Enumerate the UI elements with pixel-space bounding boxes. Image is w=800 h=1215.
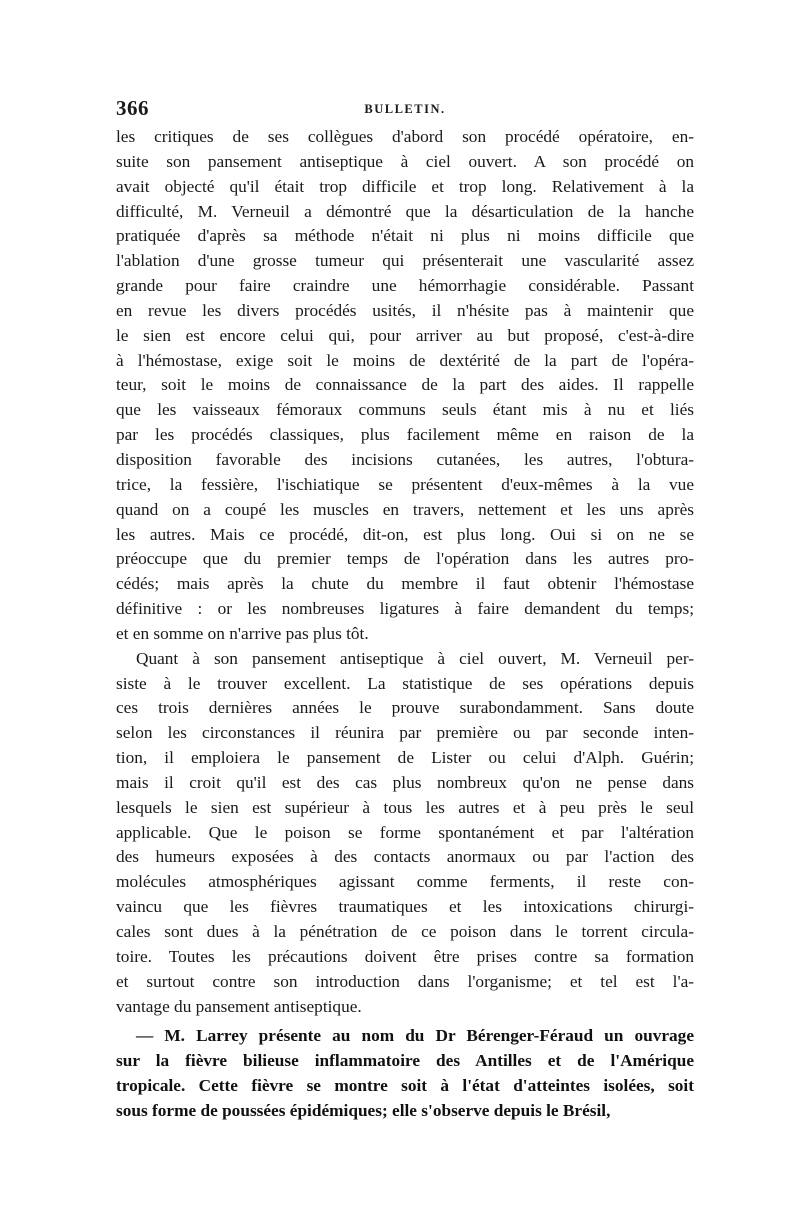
text-line: sur la fièvre bilieuse inflammatoire des Antilles et de l'Amérique: [116, 1051, 694, 1071]
text-line: avait objecté qu'il était trop difficile et trop long. Relativement à la: [116, 176, 694, 196]
text-line: difficulté, M. Verneuil a démontré que la désarticulation de la hanche: [116, 201, 694, 221]
text-line: à l'hémostase, exige soit le moins de dextérité de la part de l'opéra-: [116, 350, 694, 370]
text-line: siste à le trouver excellent. La statistique de ses opérations depuis: [116, 673, 694, 693]
text-line: ces trois dernières années le prouve surabondamment. Sans doute: [116, 698, 694, 718]
text-line: et en somme on n'arrive pas plus tôt.: [116, 623, 369, 643]
text-line: les autres. Mais ce procédé, dit-on, est plus long. Oui si on ne se: [116, 524, 694, 544]
text-line: toire. Toutes les précautions doivent être prises contre sa formation: [116, 946, 694, 966]
text-line: par les procédés classiques, plus facilement même en raison de la: [116, 425, 694, 445]
paragraph: [116, 1024, 694, 1123]
text-line: cales sont dues à la pénétration de ce poison dans le torrent circula-: [116, 922, 694, 941]
text-line: mais il croit qu'il est des cas plus nombreux qu'on ne pense dans: [116, 772, 694, 792]
text-line: pratiquée d'après sa méthode n'était ni plus ni moins difficile que: [116, 226, 694, 246]
text-line: définitive : or les nombreuses ligatures à faire demandent du temps;: [116, 599, 694, 619]
text-line: tropicale. Cette fièvre se montre soit à l'état d'atteintes isolées, soit: [116, 1076, 694, 1096]
text-line: l'ablation d'une grosse tumeur qui présenterait une vascularité assez: [116, 251, 694, 271]
page-number: 366: [116, 96, 149, 120]
text-line: selon les circonstances il réunira par première ou par seconde inten-: [116, 723, 694, 743]
text-line: grande pour faire craindre une hémorrhagie considérable. Passant: [116, 276, 694, 296]
text-line: que les vaisseaux fémoraux communs seuls étant mis à nu et liés: [116, 400, 694, 420]
text-line: cédés; mais après la chute du membre il faut obtenir l'hémostase: [116, 574, 694, 594]
text-line: vantage du pansement antiseptique.: [116, 996, 362, 1016]
text-line: et surtout contre son introduction dans l'organisme; et tel est l'a-: [116, 971, 694, 991]
text-line: préoccupe que du premier temps de l'opération dans les autres pro-: [116, 549, 694, 569]
text-line: en revue les divers procédés usités, il n'hésite pas à maintenir que: [116, 300, 694, 320]
paragraph: [116, 647, 694, 1020]
text-line: suite son pansement antiseptique à ciel ouvert. A son procédé on: [116, 151, 694, 171]
running-title: BULLETIN.: [364, 102, 446, 116]
text-line: trice, la fessière, l'ischiatique se présentent d'eux-mêmes à la vue: [116, 474, 694, 494]
text-line: applicable. Que le poison se forme spontanément et par l'altération: [116, 822, 694, 842]
text-line: teur, soit le moins de connaissance de la part des aides. Il rappelle: [116, 375, 694, 395]
text-line: vaincu que les fièvres traumatiques et les intoxications chirurgi-: [116, 897, 694, 917]
text-line: molécules atmosphériques agissant comme ferments, il reste con-: [116, 872, 694, 892]
text-line: sous forme de poussées épidémiques; elle s'observe depuis le Brésil,: [116, 1100, 611, 1120]
page-header: [116, 96, 694, 126]
text-line: quand on a coupé les muscles en travers, nettement et les uns après: [116, 499, 694, 519]
text-line: le sien est encore celui qui, pour arriver au but proposé, c'est-à-dire: [116, 325, 694, 345]
body-text: [116, 125, 694, 1124]
text-line: disposition favorable des incisions cutanées, les autres, l'obtura-: [116, 449, 694, 469]
text-line: lesquels le sien est supérieur à tous les autres et à peu près le seul: [116, 797, 694, 817]
text-line: des humeurs exposées à des contacts anormaux ou par l'action des: [116, 847, 694, 867]
paragraph: [116, 125, 694, 647]
text-line: tion, il emploiera le pansement de Lister ou celui d'Alph. Guérin;: [116, 748, 694, 768]
text-line: Quant à son pansement antiseptique à ciel ouvert, M. Verneuil per-: [136, 648, 694, 668]
text-line: les critiques de ses collègues d'abord son procédé opératoire, en-: [116, 127, 694, 146]
text-line: — M. Larrey présente au nom du Dr Bérenger-Féraud un ouvrage: [136, 1026, 694, 1046]
